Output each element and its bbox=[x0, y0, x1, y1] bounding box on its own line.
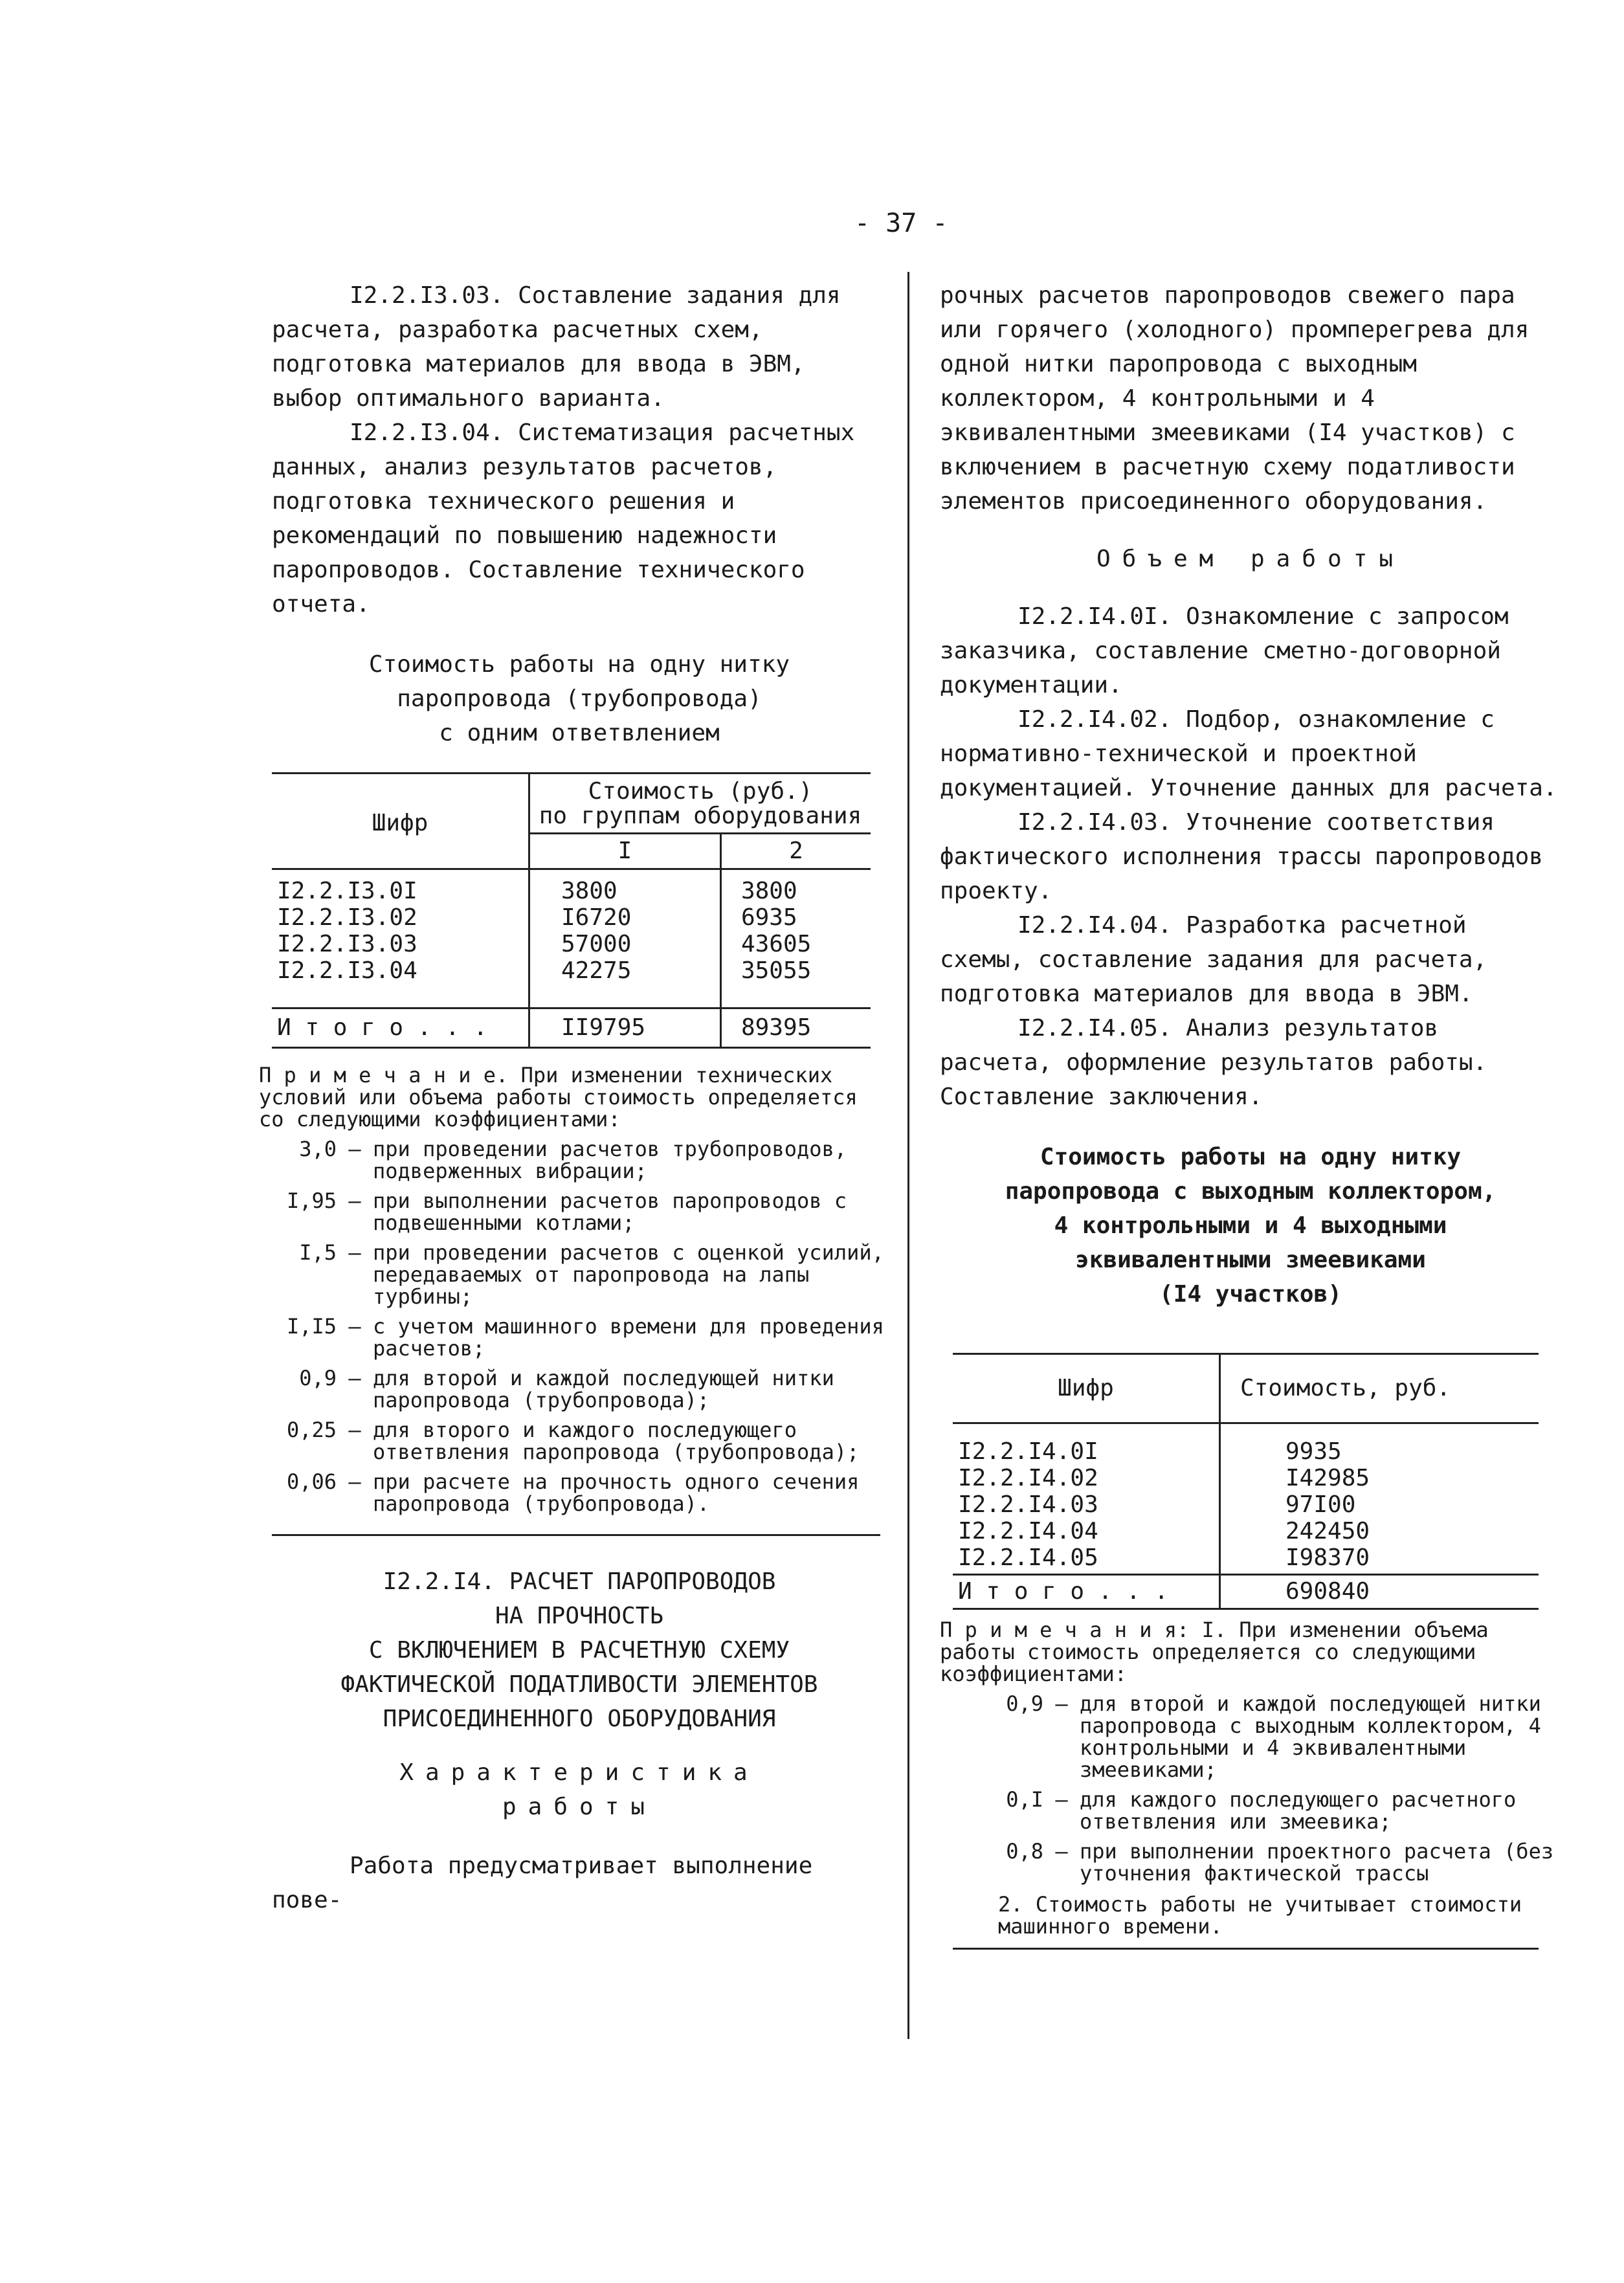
cost-title-line: с одним ответвлением bbox=[439, 720, 720, 746]
header-cost bbox=[529, 774, 871, 834]
cost-title-line: 4 контрольными и 4 выходными bbox=[1054, 1212, 1447, 1239]
table-row: I2.2.I4.04 242450 bbox=[953, 1518, 1539, 1544]
header-code: Шифр bbox=[272, 774, 529, 869]
section-heading-line: НА ПРОЧНОСТЬ bbox=[495, 1603, 664, 1629]
coefficient-item: I,5 – при проведении расчетов с оценкой усилий, передаваемых от паропровода на лапы турбины; bbox=[299, 1240, 884, 1309]
total-group-2: 89395 bbox=[740, 1014, 812, 1041]
coefficient-item: I,95 – при выполнении расчетов паропроводов с подвешенными котлами; bbox=[286, 1188, 847, 1235]
note-text: При изменении технических условий или объема работы стоимость определяется со следующими коэффициентами: bbox=[259, 1063, 858, 1131]
cost-title-line: паропровода с выходным коллектором, bbox=[1005, 1178, 1496, 1205]
section-rule bbox=[953, 1948, 1539, 1950]
coefficient-item: I,I5 – с учетом машинного времени для проведения расчетов; bbox=[286, 1314, 884, 1361]
scope-heading: Объем работы bbox=[1096, 546, 1405, 572]
header-code: Шифр bbox=[953, 1354, 1220, 1423]
header-cost-line1: Стоимость (руб.) bbox=[588, 778, 813, 805]
table-row: I2.2.I4.05 I98370 bbox=[953, 1544, 1539, 1575]
header-cost-line2: по группам оборудования bbox=[539, 803, 862, 829]
section-heading-line: ПРИСОЕДИНЕННОГО ОБОРУДОВАНИЯ bbox=[383, 1706, 776, 1732]
table-row: I2.2.I3.03 57000 43605 bbox=[272, 931, 871, 957]
section-heading-line: С ВКЛЮЧЕНИЕМ В РАСЧЕТНУЮ СХЕМУ bbox=[368, 1637, 790, 1664]
work-description-start: Работа предусматривает выполнение пове- bbox=[272, 1853, 813, 1913]
paragraph-13-04: I2.2.I3.04. Систематизация расчетных данных, анализ результатов расчетов, подготовка технического решения и рекомендаций по повышению надежности паропроводов. Составление технического отчета. bbox=[272, 419, 855, 618]
cost-title-line: Стоимость работы на одну нитку bbox=[1040, 1144, 1462, 1170]
right-column bbox=[940, 278, 1561, 1950]
total-value: 690840 bbox=[1285, 1578, 1370, 1605]
cost-title-line: паропровода (трубопровода) bbox=[397, 685, 762, 712]
table-row: I2.2.I3.02 I6720 6935 bbox=[272, 904, 871, 931]
scope-item: I2.2.I4.04. Разработка расчетной схемы, составление задания для расчета, подготовка материалов для ввода в ЭВМ. bbox=[940, 912, 1487, 1007]
table-row: I2.2.I4.02 I42985 bbox=[953, 1465, 1539, 1491]
table-total-row bbox=[272, 1008, 871, 1048]
cost-title-line: Стоимость работы на одну нитку bbox=[368, 651, 790, 678]
section-heading-line: I2.2.I4. РАСЧЕТ ПАРОПРОВОДОВ bbox=[383, 1568, 776, 1595]
notes-block bbox=[940, 1619, 1561, 1937]
coefficient-item: 3,0 – при проведении расчетов трубопроводов, подверженных вибрации; bbox=[299, 1137, 847, 1183]
characteristic-heading: работы bbox=[502, 1794, 657, 1820]
total-label: И т о г о . . . bbox=[953, 1575, 1220, 1609]
coefficient-item: 0,06 – при расчете на прочность одного сечения паропровода (трубопровода). bbox=[286, 1469, 860, 1516]
header-group-2: 2 bbox=[789, 838, 803, 864]
scope-item: I2.2.I4.0I. Ознакомление с запросом заказчика, составление сметно-договорной документации. bbox=[940, 603, 1509, 698]
header-cost: Стоимость, руб. bbox=[1240, 1375, 1451, 1401]
table-row: I2.2.I3.0I 3800 3800 bbox=[272, 869, 871, 905]
characteristic-heading: Характеристика bbox=[399, 1759, 759, 1786]
scope-item: I2.2.I4.02. Подбор, ознакомление с нормативно-технической и проектной документацией. Уточнение данных для расчета. bbox=[940, 706, 1557, 801]
table-header-row bbox=[953, 1354, 1539, 1423]
coefficient-item: 0,25 – для второго и каждого последующего ответвления паропровода (трубопровода); bbox=[286, 1418, 860, 1464]
left-column bbox=[259, 278, 887, 1917]
table-row: I2.2.I4.0I 9935 bbox=[953, 1423, 1539, 1465]
note-2: 2. Стоимость работы не учитывает стоимости машинного времени. bbox=[998, 1892, 1522, 1939]
table-total-row bbox=[953, 1575, 1539, 1609]
cost-table-14 bbox=[953, 1353, 1539, 1610]
page-number: - 37 - bbox=[854, 208, 948, 238]
header-group-1: I bbox=[529, 834, 721, 869]
total-label: И т о г о . . . bbox=[272, 1008, 529, 1048]
coefficient-item: 0,I – для каждого последующего расчетного ответвления или змеевика; bbox=[1006, 1787, 1517, 1834]
note-block bbox=[259, 1064, 887, 1515]
table-row: I2.2.I4.03 97I00 bbox=[953, 1491, 1539, 1518]
table-header-row bbox=[272, 774, 871, 834]
scope-item: I2.2.I4.03. Уточнение соответствия фактического исполнения трассы паропроводов проекту. bbox=[940, 809, 1543, 904]
note-label: П р и м е ч а н и е. bbox=[259, 1063, 509, 1087]
cost-title-line: эквивалентными змеевиками bbox=[1075, 1247, 1426, 1273]
total-group-1: II9795 bbox=[529, 1008, 721, 1048]
column-divider bbox=[907, 272, 909, 2039]
scope-item: I2.2.I4.05. Анализ результатов расчета, оформление результатов работы. Составление заключения. bbox=[940, 1015, 1487, 1110]
table-row: I2.2.I3.04 42275 35055 bbox=[272, 957, 871, 1008]
section-heading-line: ФАКТИЧЕСКОЙ ПОДАТЛИВОСТИ ЭЛЕМЕНТОВ bbox=[340, 1671, 818, 1698]
coefficient-item: 0,9 – для второй и каждой последующей нитки паропровода (трубопровода); bbox=[299, 1366, 834, 1412]
cost-title-line: (I4 участков) bbox=[1159, 1281, 1342, 1308]
note-1: I. При изменении объема работы стоимость определяется со следующими коэффициентами: bbox=[940, 1618, 1489, 1686]
coefficient-item: 0,8 – при выполнении проектного расчета (без уточнения фактической трассы bbox=[1006, 1839, 1554, 1886]
notes-label: П р и м е ч а н и я: bbox=[940, 1618, 1190, 1642]
cost-table-13 bbox=[272, 772, 871, 1049]
paragraph-13-03: I2.2.I3.03. Составление задания для расчета, разработка расчетных схем, подготовка материалов для ввода в ЭВМ, выбор оптимального варианта. bbox=[272, 282, 841, 412]
coefficient-item: 0,9 – для второй и каждой последующей нитки паропровода с выходным коллектором, 4 контрольными и 4 эквивалентными змеевиками; bbox=[1006, 1691, 1541, 1782]
work-description-continued: рочных расчетов паропроводов свежего пара или горячего (холодного) промперегрева для одной нитки паропровода с выходным коллектором, 4 контрольными и 4 эквивалентными змеевиками (I4 участков) с включением в расчетную схему податливости элементов присоединенного оборудования. bbox=[940, 282, 1529, 515]
